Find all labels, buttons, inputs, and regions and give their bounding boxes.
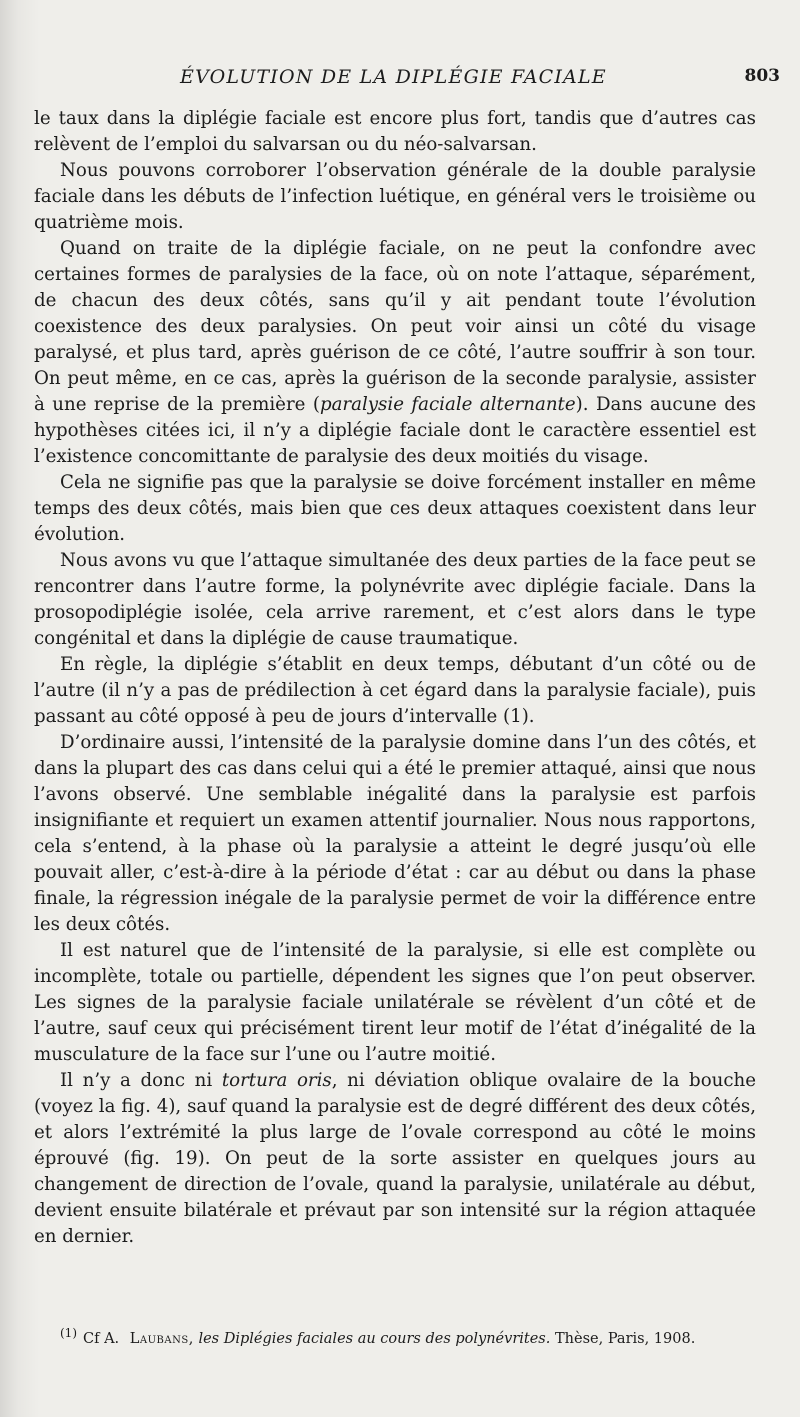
footnote <box>60 1323 760 1349</box>
paragraph-text: ). Dans aucune des hypothèses citées ici, il n’y a diplégie faciale dont le caractère essentiel est l’existence concomittante de paralysie des deux moitiés du visage. <box>34 394 756 467</box>
paragraph: Cela ne signifie pas que la paralysie se doive forcément installer en même temps des deux côtés, mais bien que ces deux attaques coexistent dans leur évolution. <box>34 472 756 545</box>
footnote-marker: (1) <box>60 1326 77 1340</box>
footnote-author: Laubans, <box>129 1330 194 1347</box>
paragraph-text: , ni déviation oblique ovalaire de la bouche (voyez la fig. 4), sauf quand la paralysie est de degré différent des deux côtés, et alors l’extrémité la plus large de l’ovale correspond au côté le moins éprouvé (fig. 19). On peut de la sorte assister en quelques jours au changement de direction de l’ovale, quand la paralysie, unilatérale au début, devient ensuite bilatérale et prévaut par son intensité sur la région attaquée en dernier. <box>34 1070 757 1247</box>
paragraph: En règle, la diplégie s’établit en deux temps, débutant d’un côté ou de l’autre (il n’y a pas de prédilection à cet égard dans la paralysie faciale), puis passant au côté opposé à peu de jours d’intervalle (1). <box>34 654 756 727</box>
footnote-ref: Cf A. <box>83 1330 120 1347</box>
page-number: 803 <box>744 66 780 86</box>
running-title: ÉVOLUTION DE LA DIPLÉGIE FACIALE <box>180 66 607 88</box>
footnote-title: les Diplégies faciales au cours des polynévrites. <box>198 1330 551 1347</box>
paragraph-continuation: le taux dans la diplégie faciale est encore plus fort, tandis que d’autres cas relèvent de l’emploi du salvarsan ou du néo-salvarsan. <box>34 108 756 155</box>
italic-term: tortura oris <box>221 1070 332 1091</box>
paragraph: Nous pouvons corroborer l’observation générale de la double paralysie faciale dans les débuts de l’infection luétique, en général vers le troisième ou quatrième mois. <box>34 160 756 233</box>
paragraph-text: Il n’y a donc ni <box>60 1070 222 1091</box>
paragraph: Il est naturel que de l’intensité de la paralysie, si elle est complète ou incomplète, totale ou partielle, dépendent les signes que l’on peut observer. Les signes de la paralysie faciale unilatérale se révèlent d’un côté et de l’autre, sauf ceux qui précisément tirent leur motif de l’état d’inégalité de la musculature de la face sur l’une ou l’autre moitié. <box>34 940 756 1065</box>
paragraph-text: Quand on traite de la diplégie faciale, on ne peut la confondre avec certaines formes de paralysies de la face, où on note l’attaque, séparément, de chacun des deux côtés, sans qu’il y ait pendant toute l’évolution coexistence des deux paralysies. On peut voir ainsi un côté du visage paralysé, et plus tard, après guérison de ce côté, l’autre souffrir à son tour. On peut même, en ce cas, après la guérison de la seconde paralysie, assister à une reprise de la première ( <box>34 238 756 415</box>
paragraph <box>34 1068 756 1250</box>
footnote-publication: Thèse, Paris, 1908. <box>554 1330 696 1347</box>
body-text <box>34 106 756 1250</box>
paragraph <box>34 236 756 470</box>
running-head <box>40 66 780 94</box>
italic-term: paralysie faciale alternante <box>319 394 576 415</box>
paragraph: D’ordinaire aussi, l’intensité de la paralysie domine dans l’un des côtés, et dans la plupart des cas dans celui qui a été le premier attaqué, ainsi que nous l’avons observé. Une semblable inégalité dans la paralysie est parfois insignifiante et requiert un examen attentif journalier. Nous nous rapportons, cela s’entend, à la phase où la paralysie a atteint le degré jusqu’où elle pouvait aller, c’est-à-dire à la période d’état : car au début ou dans la phase finale, la régression inégale de la paralysie permet de voir la différence entre les deux côtés. <box>34 732 756 935</box>
paragraph: Nous avons vu que l’attaque simultanée des deux parties de la face peut se rencontrer dans l’autre forme, la polynévrite avec diplégie faciale. Dans la prosopodiplégie isolée, cela arrive rarement, et c’est alors dans le type congénital et dans la diplégie de cause traumatique. <box>34 550 756 649</box>
